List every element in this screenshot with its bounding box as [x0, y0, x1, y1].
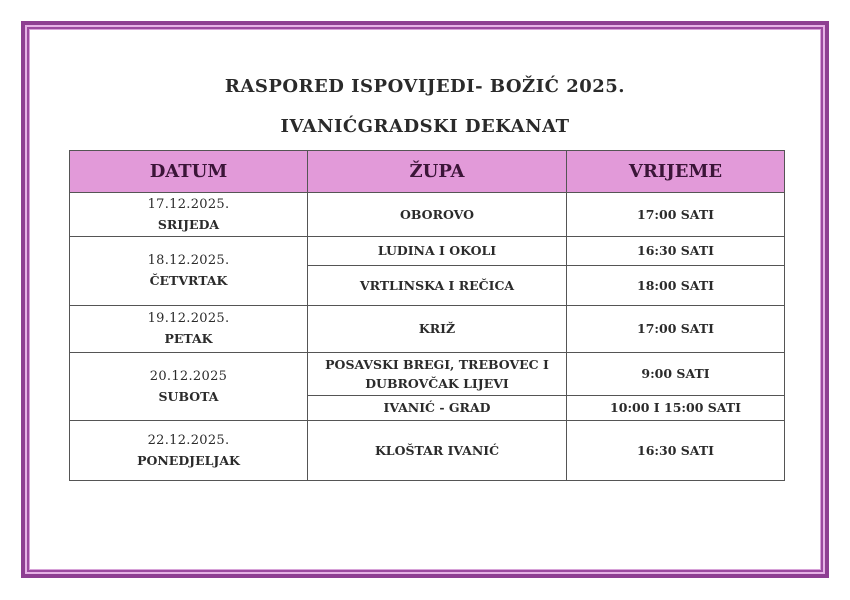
date-value: 20.12.2025 [149, 368, 228, 384]
header-time: VRIJEME [567, 151, 785, 193]
parish-cell: IVANIĆ - GRAD [308, 396, 567, 421]
table-row [70, 306, 785, 353]
day-value: ČETVRTAK [149, 273, 228, 288]
table-header-row [70, 151, 785, 193]
time-cell: 16:30 SATI [567, 237, 785, 266]
time-cell: 17:00 SATI [567, 306, 785, 353]
time-cell: 10:00 I 15:00 SATI [567, 396, 785, 421]
day-value: SRIJEDA [157, 216, 220, 232]
date-value: 18.12.2025. [147, 253, 230, 268]
header-date: DATUM [70, 151, 308, 193]
date-value: 17.12.2025. [147, 196, 230, 212]
time-cell: 17:00 SATI [567, 193, 785, 237]
time-cell: 9:00 SATI [567, 353, 785, 396]
schedule-table [69, 150, 785, 481]
parish-cell: KRIŽ [308, 306, 567, 353]
parish-cell: VRTLINSKA I REČICA [308, 266, 567, 306]
parish-cell: POSAVSKI BREGI, TREBOVEC I DUBROVČAK LIJEVI [308, 353, 567, 396]
table-row [70, 421, 785, 481]
table-row [70, 237, 785, 266]
day-value: PONEDJELJAK [137, 452, 240, 468]
header-parish: ŽUPA [308, 151, 567, 193]
time-cell: 18:00 SATI [567, 266, 785, 306]
parish-cell: OBOROVO [308, 193, 567, 237]
date-cell [70, 306, 308, 353]
date-value: 19.12.2025. [147, 311, 230, 326]
day-value: PETAK [164, 331, 213, 346]
table-row [70, 193, 785, 237]
date-cell [70, 237, 308, 306]
date-value: 22.12.2025. [147, 432, 230, 448]
parish-cell: KLOŠTAR IVANIĆ [308, 421, 567, 481]
table-row [70, 353, 785, 396]
date-cell [70, 421, 308, 481]
parish-cell: LUDINA I OKOLI [308, 237, 567, 266]
time-cell: 16:30 SATI [567, 421, 785, 481]
document-title: RASPORED ISPOVIJEDI- BOŽIĆ 2025. [224, 76, 626, 97]
document-subtitle: IVANIĆGRADSKI DEKANAT [280, 116, 570, 137]
date-cell [70, 353, 308, 421]
date-cell [70, 193, 308, 237]
day-value: SUBOTA [158, 388, 219, 404]
